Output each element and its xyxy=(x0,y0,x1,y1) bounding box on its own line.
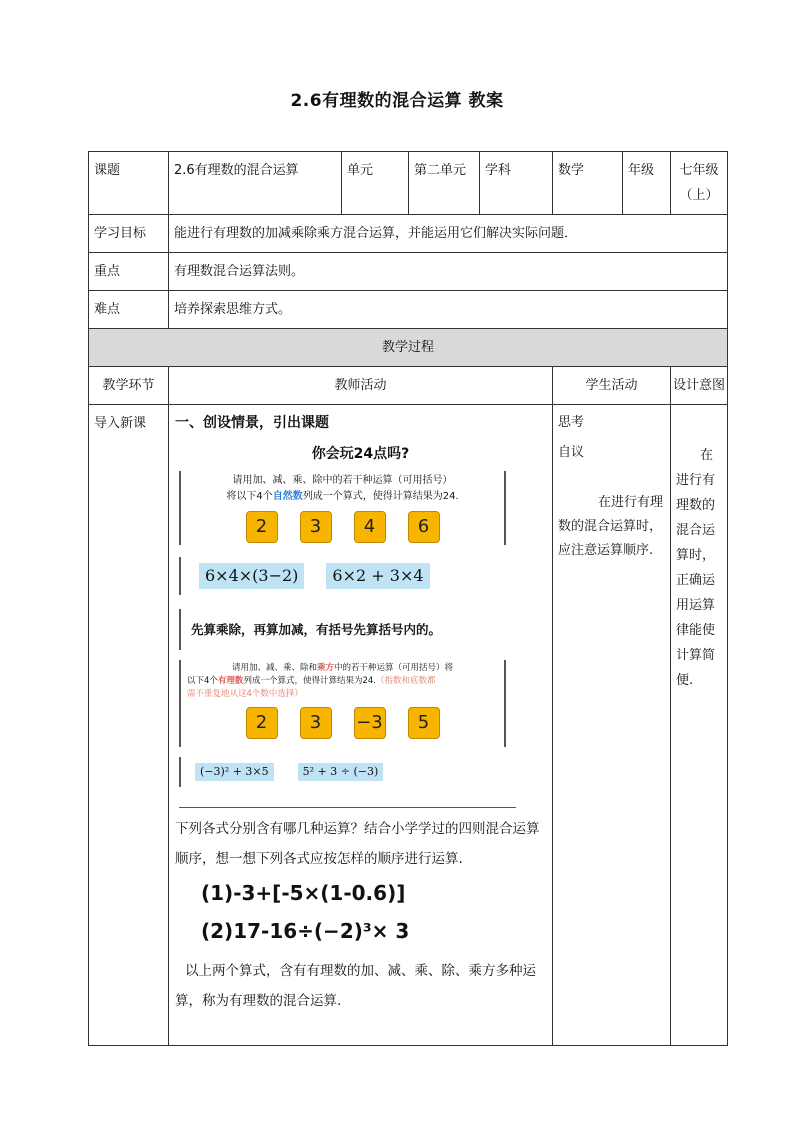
label-subject: 学科 xyxy=(480,152,553,215)
stage-cell: 导入新课 xyxy=(89,405,169,1046)
student-note: 在进行有理数的混合运算时，应注意运算顺序. xyxy=(558,495,664,558)
slide-divider xyxy=(179,793,516,808)
value-grade: 七年级（上） xyxy=(671,152,728,215)
answer-expression: 6×4×(3−2) xyxy=(199,563,304,589)
slide2-instructions xyxy=(179,660,506,747)
student-activity xyxy=(553,405,671,1046)
label-difficulty: 难点 xyxy=(89,291,169,329)
answer-expression: 5² + 3 ÷ (−3) xyxy=(298,763,384,781)
formula-1: (1)-3+[-5×(1-0.6)] xyxy=(201,881,406,905)
value-subject: 数学 xyxy=(553,152,623,215)
answer-expression: 6×2 + 3×4 xyxy=(326,563,429,589)
student-discuss: 自议 xyxy=(558,445,585,460)
label-grade: 年级 xyxy=(623,152,671,215)
number-card: 2 xyxy=(246,511,278,543)
power-term: 乘方 xyxy=(316,663,334,673)
slide-rational-24 xyxy=(175,660,546,808)
label-unit: 单元 xyxy=(342,152,409,215)
slide2-text: 列成一个算式，使得计算结果为24. xyxy=(243,676,376,686)
lesson-plan-table xyxy=(88,151,728,1046)
slide1-line2-part: 列成一个算式，使得计算结果为24. xyxy=(302,491,459,502)
col-teacher: 教师活动 xyxy=(169,367,553,405)
objective-row xyxy=(89,215,728,253)
number-cards-2 xyxy=(187,707,498,739)
header-row xyxy=(89,152,728,215)
design-text: 在进行有理数的混合运算时，正确运用运算律能使计算简便. xyxy=(676,448,716,688)
slide1-line2-part: 将以下4个 xyxy=(226,491,273,502)
number-card: 2 xyxy=(246,707,278,739)
value-unit: 第二单元 xyxy=(409,152,480,215)
number-card: −3 xyxy=(354,707,386,739)
slide2-note: （指数和底数都 xyxy=(375,676,436,686)
slide2-text: 中的若干种运算（可用括号）将 xyxy=(334,663,454,673)
difficulty-row xyxy=(89,291,728,329)
content-row xyxy=(89,405,728,1046)
slide-24-points xyxy=(175,442,546,650)
design-intent xyxy=(671,405,728,1046)
order-rule: 先算乘除，再算加减，有括号先算括号内的。 xyxy=(179,609,546,650)
col-design: 设计意图 xyxy=(671,367,728,405)
number-card: 3 xyxy=(300,511,332,543)
number-card: 5 xyxy=(408,707,440,739)
slide2-line1 xyxy=(187,662,498,675)
number-cards xyxy=(189,511,496,543)
page-title: 2.6有理数的混合运算 教案 xyxy=(290,91,504,111)
process-header-row xyxy=(89,329,728,367)
formula-2: (2)17-16÷(−2)³× 3 xyxy=(201,919,410,943)
summary-text: 以上两个算式，含有有理数的加、减、乘、除、乘方多种运算，称为有理数的混合运算. xyxy=(175,963,536,1009)
slide2-note: 需不重复地从这4个数中选择） xyxy=(187,689,303,699)
slide1-line2 xyxy=(189,489,496,505)
answer-expression: (−3)² + 3×5 xyxy=(195,763,274,781)
column-header-row xyxy=(89,367,728,405)
number-card: 6 xyxy=(408,511,440,543)
rational-term: 有理数 xyxy=(217,676,244,686)
label-topic: 课题 xyxy=(89,152,169,215)
value-topic: 2.6有理数的混合运算 xyxy=(169,152,342,215)
value-difficulty: 培养探索思维方式。 xyxy=(169,291,728,329)
label-keypoint: 重点 xyxy=(89,253,169,291)
col-stage: 教学环节 xyxy=(89,367,169,405)
keypoint-row xyxy=(89,253,728,291)
slide1-title: 你会玩24点吗? xyxy=(311,446,410,462)
slide2-answers xyxy=(179,757,546,787)
question-text: 下列各式分别含有哪几种运算？结合小学学过的四则混合运算顺序，想一想下列各式应按怎样的顺序进行运算. xyxy=(175,821,540,867)
col-student: 学生活动 xyxy=(553,367,671,405)
slide1-answers xyxy=(179,557,546,595)
slide1-line1: 请用加、减、乘、除中的若干种运算（可用括号） xyxy=(232,475,453,486)
number-card: 4 xyxy=(354,511,386,543)
label-objective: 学习目标 xyxy=(89,215,169,253)
slide1-instructions xyxy=(179,471,506,545)
value-objective: 能进行有理数的加减乘除乘方混合运算，并能运用它们解决实际问题． xyxy=(169,215,728,253)
teacher-activity xyxy=(169,405,553,1046)
slide2-text: 请用加、减、乘、除和 xyxy=(231,663,317,673)
slide2-line2 xyxy=(187,675,498,688)
section-heading: 一、创设情景，引出课题 xyxy=(175,415,329,431)
value-keypoint: 有理数混合运算法则。 xyxy=(169,253,728,291)
number-card: 3 xyxy=(300,707,332,739)
student-think: 思考 xyxy=(558,415,585,430)
natural-number-term: 自然数 xyxy=(272,491,303,502)
process-header: 教学过程 xyxy=(89,329,728,367)
slide2-text: 以下4个 xyxy=(187,676,218,686)
